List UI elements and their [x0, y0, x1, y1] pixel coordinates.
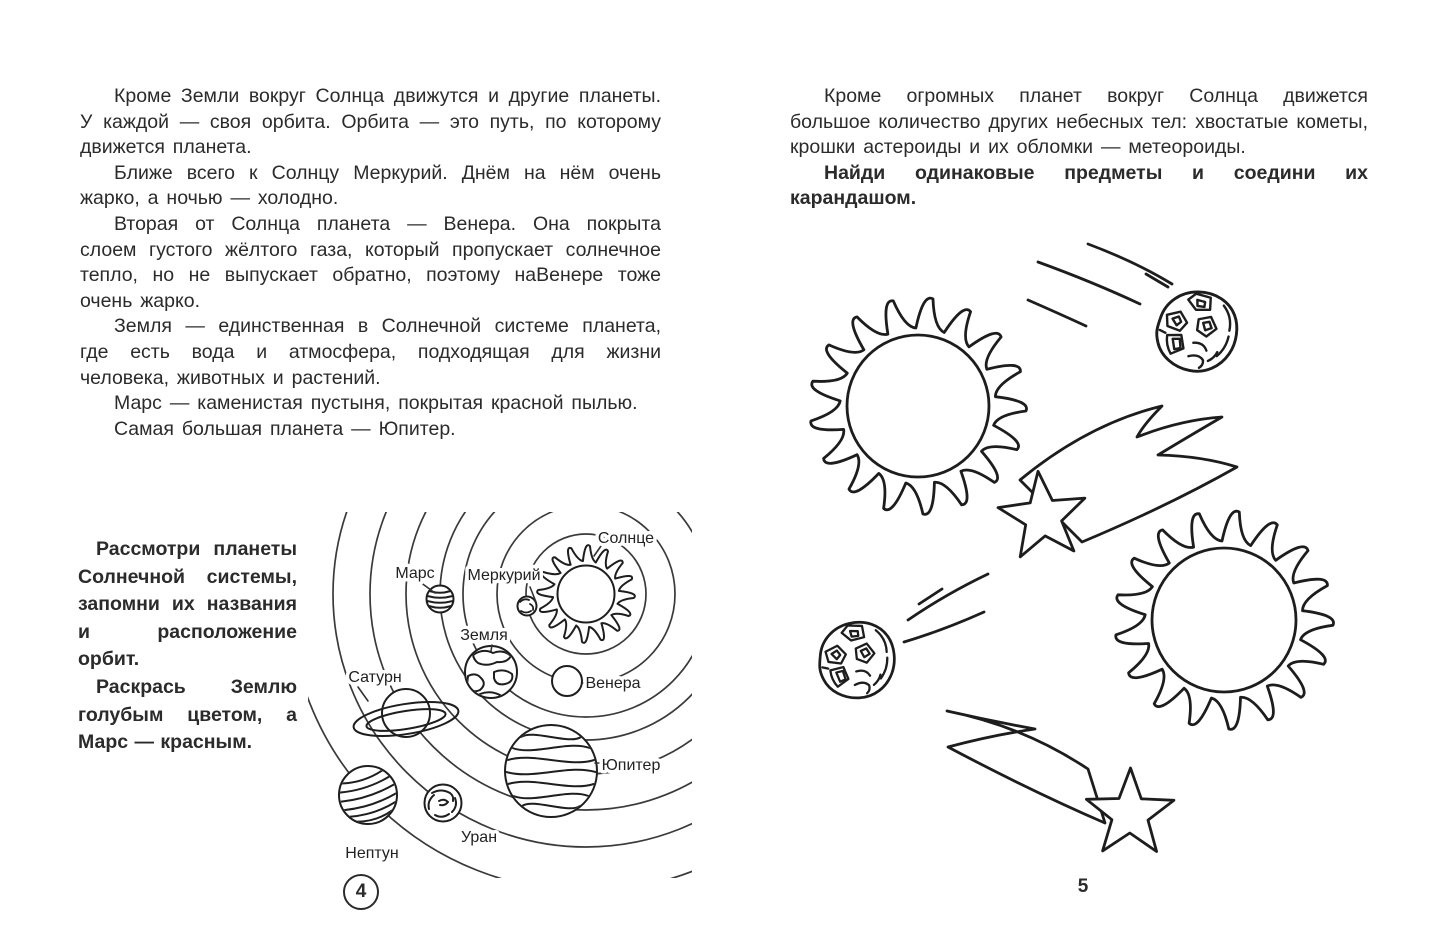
- planet-jupiter: [505, 725, 597, 817]
- comet-illustration-2: [947, 711, 1174, 852]
- paragraph: Земля — единственная в Солнечной системе планета, где есть вода и атмосфера, подходящая для жизни человека, животных и растений.: [80, 315, 661, 389]
- solar-system-diagram: [308, 512, 692, 878]
- planet-saturn: [351, 689, 460, 742]
- label-venus: Венера: [585, 675, 641, 692]
- label-mercury: Меркурий: [467, 567, 541, 584]
- left-page-text: [80, 84, 661, 442]
- left-page-instructions: [78, 536, 297, 757]
- sun-illustration-1: [811, 298, 1027, 514]
- planet-mercury: [518, 597, 537, 616]
- label-saturn: Сатурн: [348, 669, 402, 686]
- label-uranus: Уран: [460, 829, 498, 846]
- instruction-paragraph: Рассмотри планеты Солнечной системы, запомни их названия и расположение орбит.: [78, 538, 297, 671]
- motion-lines-asteroid-2: [904, 574, 988, 642]
- label-jupiter: Юпитер: [601, 757, 661, 774]
- page-number-left-value: 4: [355, 881, 367, 902]
- planet-uranus: [425, 785, 462, 822]
- instruction-paragraph: Раскрась Землю голубым цветом, а Марс — красным.: [78, 675, 297, 754]
- instruction-paragraph: Найди одинаковые предметы и соедини их карандашом.: [790, 161, 1368, 210]
- page-number-left: [343, 874, 379, 910]
- sun-drawing: [537, 545, 635, 643]
- paragraph: Кроме Земли вокруг Солнца движутся и другие планеты. У каждой — своя орбита. Орбита — это путь, по которому движется планета.: [80, 85, 661, 159]
- asteroid-illustration-2: [815, 619, 898, 702]
- right-page-text: [790, 84, 1368, 212]
- planet-earth: [465, 646, 517, 698]
- asteroid-illustration-1: [1152, 287, 1242, 377]
- label-neptune: Нептун: [345, 845, 399, 862]
- motion-lines-asteroid-1: [1028, 244, 1172, 326]
- matching-activity-illustration: [788, 238, 1428, 908]
- label-mars: Марс: [395, 565, 435, 582]
- sun-illustration-2: [1116, 511, 1334, 729]
- paragraph: Самая большая планета — Юпитер.: [114, 417, 456, 440]
- paragraph: Ближе всего к Солнцу Меркурий. Днём на нём очень жарко, а ночью — холодно.: [80, 161, 661, 210]
- label-sun: Солнце: [597, 530, 655, 547]
- label-earth: Земля: [460, 627, 508, 644]
- paragraph: Кроме огромных планет вокруг Солнца движется большое количество других небесных тел: хвостатые кометы, крошки астероиды и их обломки — метеороиды.: [790, 85, 1368, 159]
- paragraph: Марс — каменистая пустыня, покрытая красной пылью.: [114, 392, 638, 415]
- page-number-right: 5: [1077, 876, 1089, 897]
- planet-venus: [552, 666, 582, 696]
- paragraph: Вторая от Солнца планета — Венера. Она покрыта слоем густого жёлтого газа, который пропускает солнечное тепло, но не выпускает обратно, поэтому наВенере тоже очень жарко.: [80, 212, 661, 312]
